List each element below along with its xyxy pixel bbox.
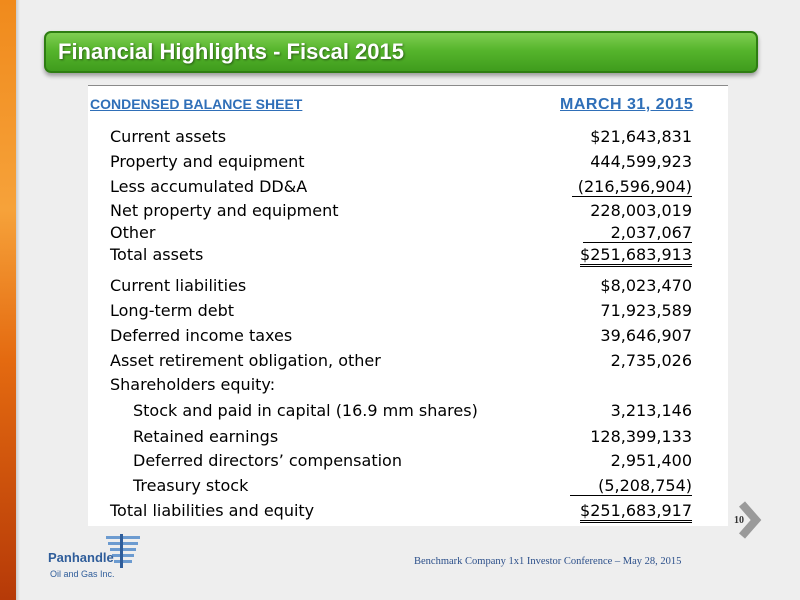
row-label: Total liabilities and equity — [110, 501, 315, 520]
row-value: 3,213,146 — [610, 401, 692, 420]
row-label: Current liabilities — [110, 276, 247, 295]
row-label: Asset retirement obligation, other — [110, 351, 381, 370]
table-row — [0, 375, 800, 397]
row-value: 128,399,133 — [590, 427, 692, 446]
logo-name: Panhandle — [48, 550, 114, 565]
row-label: Stock and paid in capital (16.9 mm shares) — [133, 401, 478, 420]
row-label: Net property and equipment — [110, 201, 339, 220]
row-label: Deferred income taxes — [110, 326, 293, 345]
row-label: Total assets — [110, 245, 204, 264]
header-rule — [88, 85, 728, 86]
footer-text: Benchmark Company 1x1 Investor Conference – May 28, 2015 — [414, 556, 682, 567]
row-value: (216,596,904) — [572, 177, 692, 197]
row-value: 71,923,589 — [600, 301, 692, 320]
row-value: $8,023,470 — [600, 276, 692, 295]
row-label: Other — [110, 223, 156, 242]
row-value: (5,208,754) — [570, 476, 692, 496]
table-row — [0, 401, 800, 423]
table-row — [0, 152, 800, 174]
logo-subtitle: Oil and Gas Inc. — [50, 569, 115, 579]
table-row — [0, 501, 800, 523]
table-row — [0, 476, 800, 498]
row-value: 2,951,400 — [610, 451, 692, 470]
row-label: Property and equipment — [110, 152, 305, 171]
table-row — [0, 351, 800, 373]
row-value: 2,735,026 — [610, 351, 692, 370]
table-row — [0, 223, 800, 245]
row-value: $21,643,831 — [590, 127, 692, 146]
row-value: 444,599,923 — [590, 152, 692, 171]
table-row — [0, 245, 800, 267]
row-label: Shareholders equity: — [110, 375, 276, 394]
row-label: Retained earnings — [133, 427, 279, 446]
table-row — [0, 177, 800, 199]
table-row — [0, 451, 800, 473]
table-row — [0, 276, 800, 298]
table-row — [0, 127, 800, 149]
page-number: 10 — [734, 515, 744, 526]
row-label: Treasury stock — [133, 476, 249, 495]
row-value: 2,037,067 — [583, 223, 692, 243]
row-value: $251,683,913 — [580, 245, 692, 267]
table-row — [0, 326, 800, 348]
row-label: Less accumulated DD&A — [110, 177, 308, 196]
company-logo — [48, 534, 144, 590]
table-header-left: CONDENSED BALANCE SHEET — [90, 96, 303, 112]
row-value: $251,683,917 — [580, 501, 692, 523]
slide-title: Financial Highlights - Fiscal 2015 — [58, 39, 404, 64]
table-row — [0, 201, 800, 223]
table-row — [0, 301, 800, 323]
row-label: Long-term debt — [110, 301, 235, 320]
table-header-right: MARCH 31, 2015 — [560, 96, 694, 113]
row-value: 228,003,019 — [590, 201, 692, 220]
table-row — [0, 427, 800, 449]
title-banner — [44, 31, 758, 73]
row-label: Deferred directors’ compensation — [133, 451, 402, 470]
row-value: 39,646,907 — [600, 326, 692, 345]
row-label: Current assets — [110, 127, 227, 146]
